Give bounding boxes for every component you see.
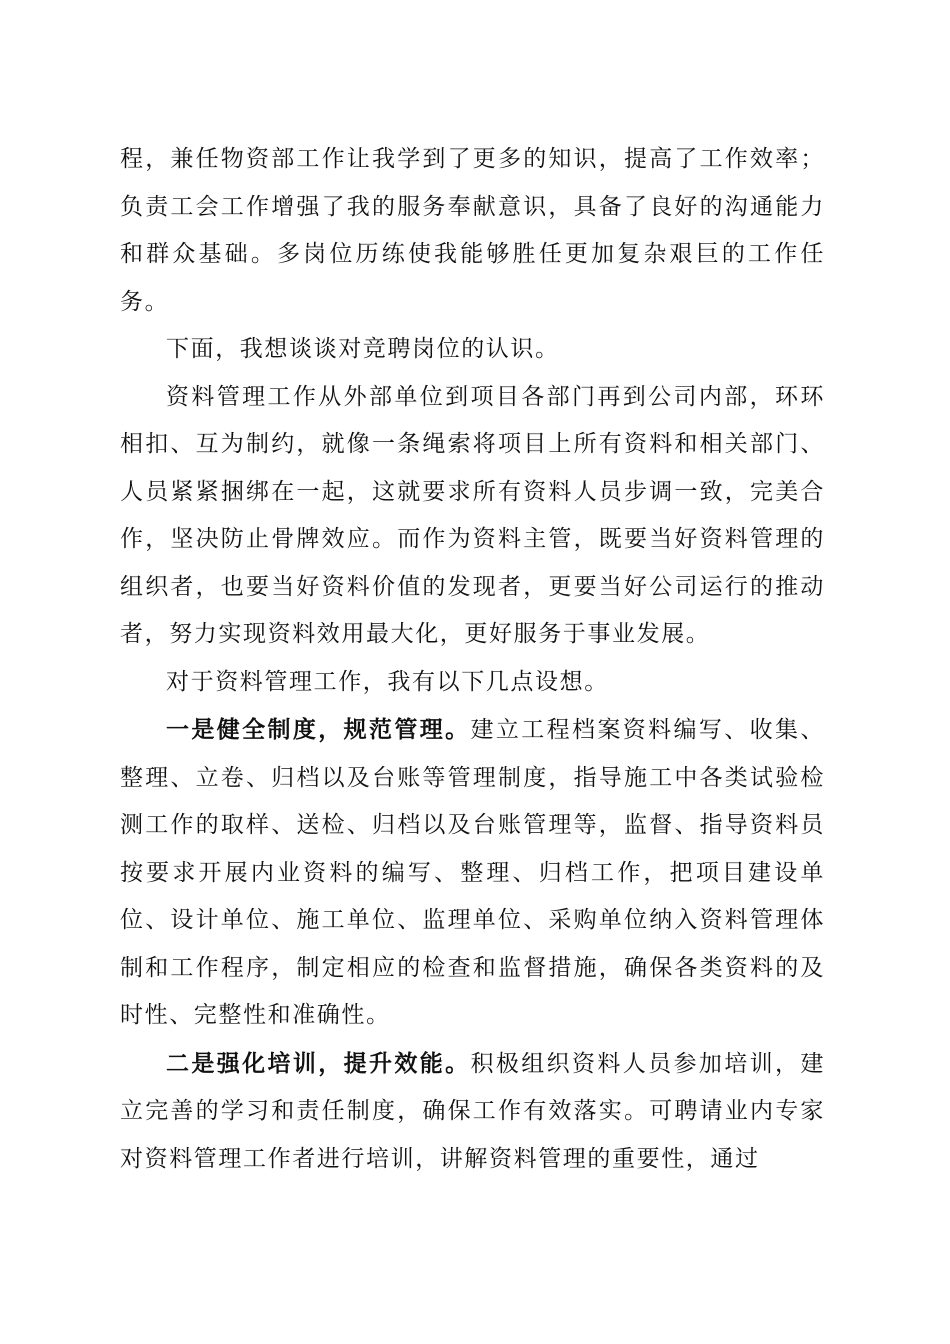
paragraph-continuation: [120, 136, 825, 326]
paragraph-text: 建立工程档案资料编写、收集、整理、立卷、归档以及台账等管理制度，指导施工中各类试验检测工作的取样、送检、归档以及台账管理等，监督、指导资料员按要求开展内业资料的编写、整理、归档工作，把项目建设单位、设计单位、施工单位、监理单位、采购单位纳入资料管理体制和工作程序，制定相应的检查和监督措施，确保各类资料的及时性、完整性和准确性。: [120, 717, 825, 1028]
document-page: [120, 136, 825, 1183]
paragraph-point-one: [120, 706, 825, 1040]
paragraph-transition: [120, 326, 825, 374]
paragraph-text: 资料管理工作从外部单位到项目各部门再到公司内部，环环相扣、互为制约，就像一条绳索将项目上所有资料和相关部门、人员紧紧捆绑在一起，这就要求所有资料人员步调一致，完美合作，坚决防止骨牌效应。而作为资料主管，既要当好资料管理的组织者，也要当好资料价值的发现者，更要当好公司运行的推动者，努力实现资料效用最大化，更好服务于事业发展。: [120, 383, 825, 647]
paragraph-point-two: [120, 1040, 825, 1184]
point-heading: 一是健全制度，规范管理。: [166, 716, 471, 743]
paragraph-position-understanding: [120, 374, 825, 659]
paragraph-text: 积极组织资料人员参加培训，建立完善的学习和责任制度，确保工作有效落实。可聘请业内专家对资料管理工作者进行培训，讲解资料管理的重要性，通过: [120, 1050, 825, 1172]
paragraph-ideas-intro: [120, 659, 825, 707]
paragraph-text: 程，兼任物资部工作让我学到了更多的知识，提高了工作效率；负责工会工作增强了我的服务奉献意识，具备了良好的沟通能力和群众基础。多岗位历练使我能够胜任更加复杂艰巨的工作任务。: [120, 146, 825, 315]
paragraph-text: 下面，我想谈谈对竞聘岗位的认识。: [166, 336, 560, 362]
paragraph-text: 对于资料管理工作，我有以下几点设想。: [166, 668, 609, 695]
point-heading: 二是强化培训，提升效能。: [166, 1049, 471, 1077]
